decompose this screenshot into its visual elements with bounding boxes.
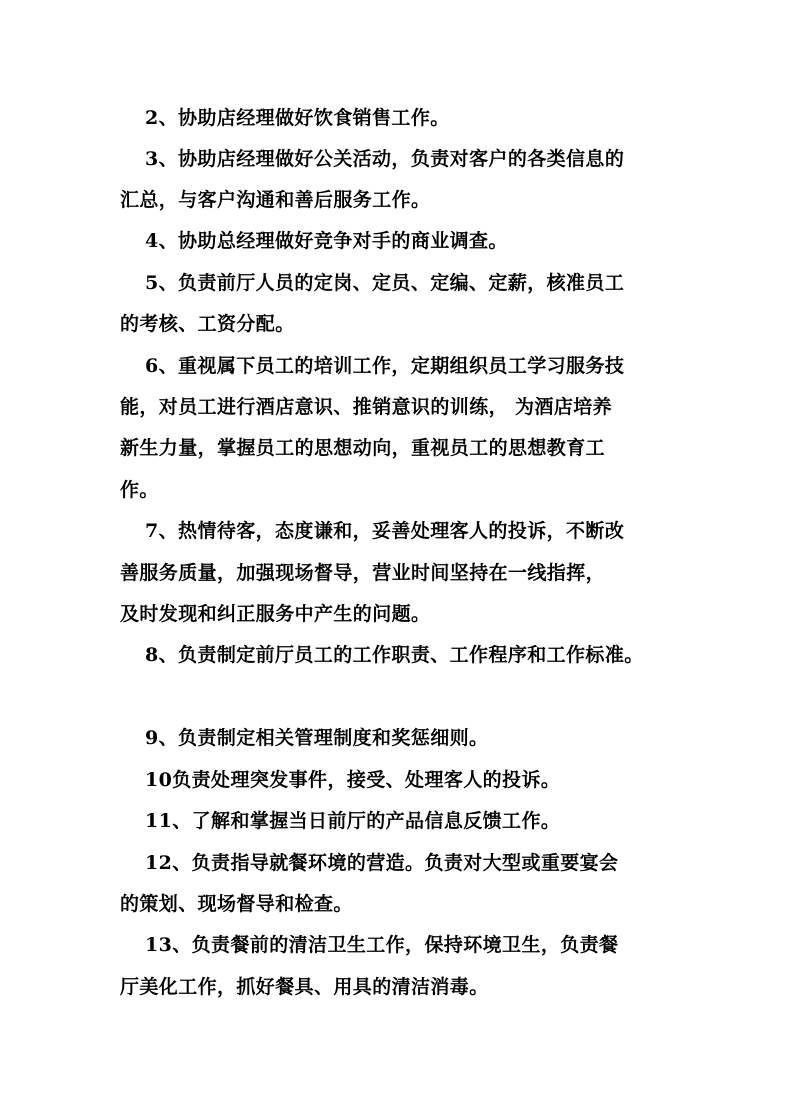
- item-3-line-1: 3、协助店经理做好公关活动，负责对客户的各类信息的: [145, 148, 625, 170]
- item-2-line-1: 2、协助店经理做好饮食销售工作。: [145, 107, 450, 129]
- item-6-line-3: 新生力量，掌握员工的思想动向，重视员工的思想教育工: [120, 437, 606, 459]
- item-9-line-1: 9、负责制定相关管理制度和奖惩细则。: [145, 727, 489, 749]
- item-13-line-1: 13、负责餐前的清洁卫生工作，保持环境卫生，负责餐: [145, 934, 619, 956]
- item-7-line-2: 善服务质量，加强现场督导，营业时间坚持在一线指挥，: [120, 562, 606, 584]
- item-13-line-2: 厅美化工作，抓好餐具、用具的清洁消毒。: [120, 976, 489, 998]
- item-6-line-2: 能，对员工进行酒店意识、推销意识的训练， 为酒店培养: [120, 396, 613, 418]
- item-8-line-1: 8、负责制定前厅员工的工作职责、工作程序和工作标准。: [145, 644, 644, 666]
- item-7-line-1: 7、热情待客，态度谦和，妥善处理客人的投诉，不断改: [145, 520, 625, 542]
- item-5-line-1: 5、负责前厅人员的定岗、定员、定编、定薪，核准员工: [145, 272, 625, 294]
- item-6-line-1: 6、重视属下员工的培训工作，定期组织员工学习服务技: [145, 355, 625, 377]
- item-12-line-1: 12、负责指导就餐环境的营造。负责对大型或重要宴会: [145, 852, 619, 874]
- item-12-line-2: 的策划、现场督导和检查。: [120, 893, 353, 915]
- item-6-line-4: 作。: [120, 479, 159, 501]
- item-7-line-3: 及时发现和纠正服务中产生的问题。: [120, 603, 431, 625]
- item-4-line-1: 4、协助总经理做好竞争对手的商业调查。: [145, 230, 508, 252]
- item-10-line-1: 10负责处理突发事件，接受、处理客人的投诉。: [145, 769, 561, 791]
- item-3-line-2: 汇总，与客户沟通和善后服务工作。: [120, 189, 431, 211]
- item-11-line-1: 11、了解和掌握当日前厅的产品信息反馈工作。: [145, 810, 561, 832]
- item-5-line-2: 的考核、工资分配。: [120, 313, 295, 335]
